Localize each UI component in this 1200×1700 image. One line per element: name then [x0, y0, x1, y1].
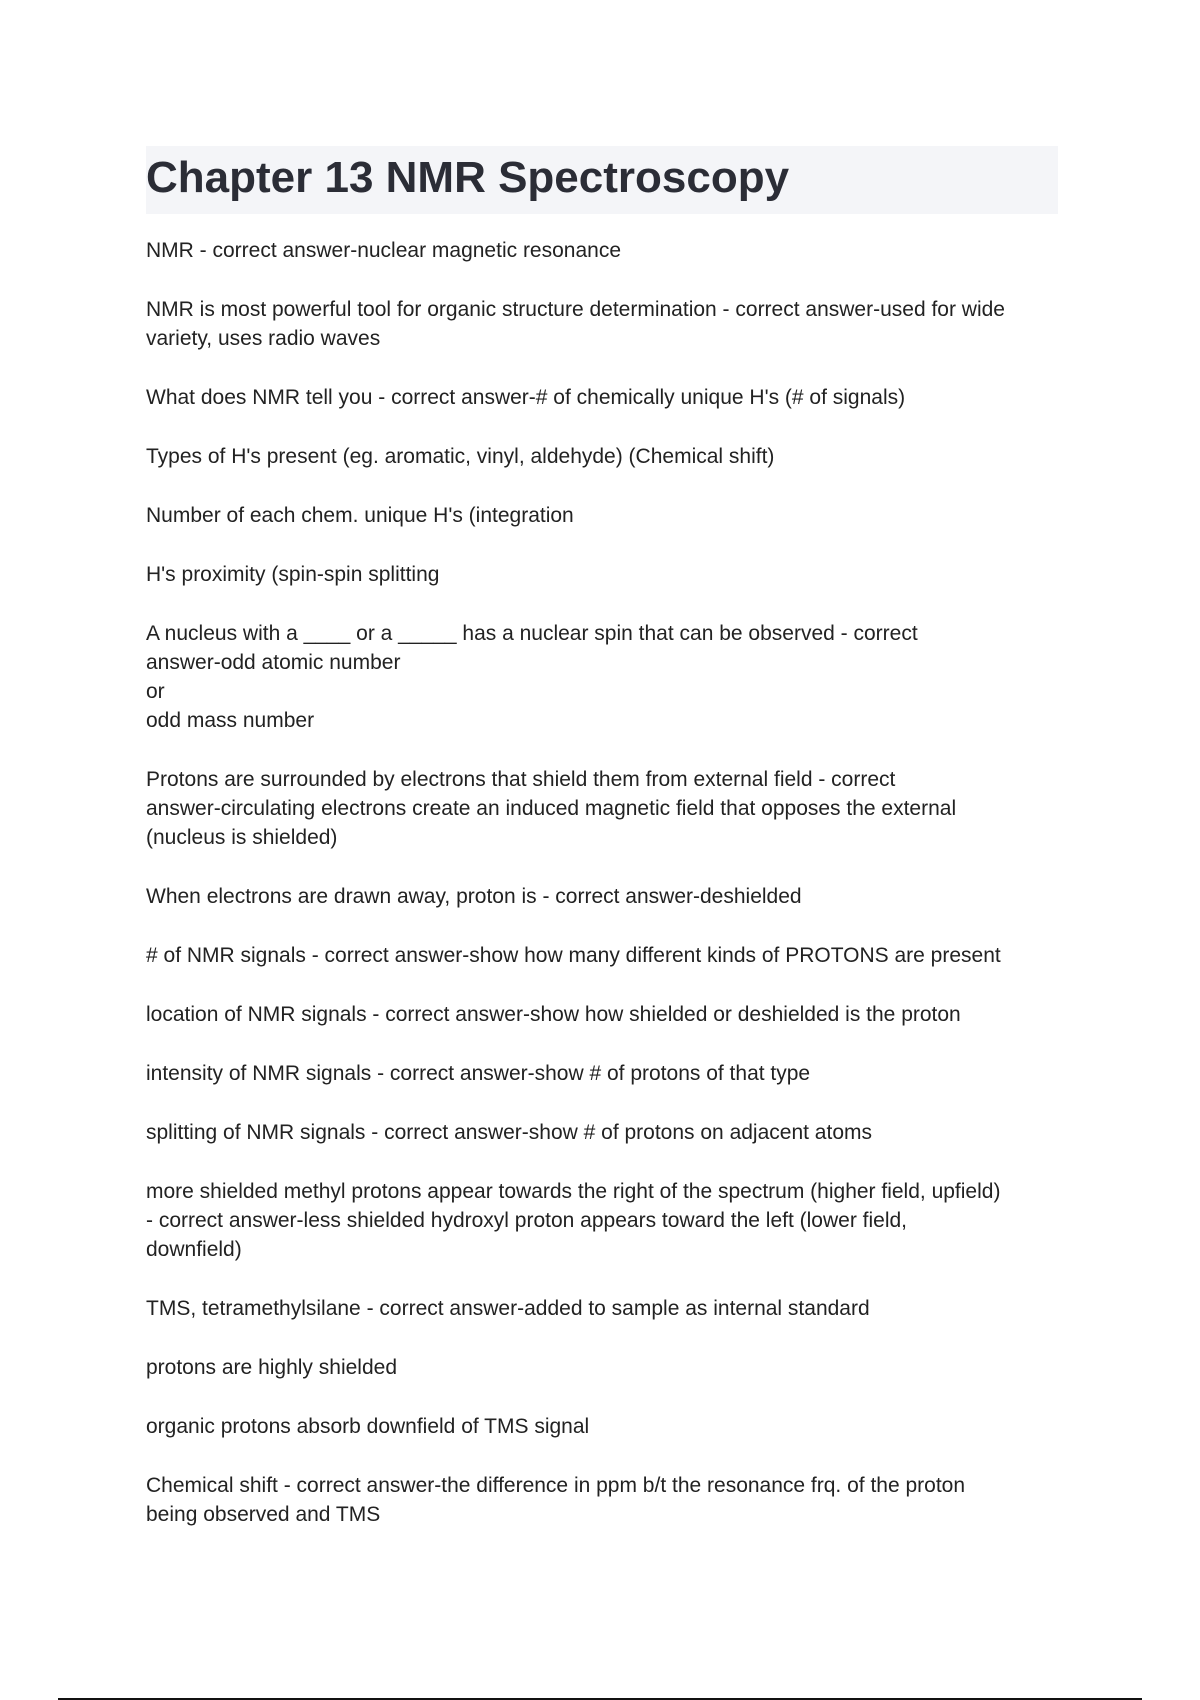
flashcard-entry: Chemical shift - correct answer-the difference in ppm b/t the resonance frq. of the proton being observed and TMS — [146, 1474, 966, 1526]
flashcard-entry: location of NMR signals - correct answer-show how shielded or deshielded is the proton — [146, 1003, 961, 1026]
flashcard-entry: organic protons absorb downfield of TMS signal — [146, 1415, 590, 1438]
flashcard-entry: more shielded methyl protons appear towards the right of the spectrum (higher field, upfield) - correct answer-less shielded hydroxyl proton appears toward the left (lower field, downfield) — [146, 1180, 1001, 1261]
page-title: Chapter 13 NMR Spectroscopy — [146, 153, 790, 202]
flashcard-list — [146, 236, 1066, 1559]
flashcard-entry: protons are highly shielded — [146, 1356, 397, 1379]
flashcard-entry: When electrons are drawn away, proton is - correct answer-deshielded — [146, 885, 802, 908]
flashcard-entry: Number of each chem. unique H's (integration — [146, 504, 574, 527]
flashcard-entry: splitting of NMR signals - correct answer-show # of protons on adjacent atoms — [146, 1121, 872, 1144]
flashcard-entry: TMS, tetramethylsilane - correct answer-added to sample as internal standard — [146, 1297, 870, 1320]
flashcard-entry: A nucleus with a ____ or a _____ has a nuclear spin that can be observed - correct answer-odd atomic number or odd mass number — [146, 622, 918, 732]
flashcard-entry: intensity of NMR signals - correct answer-show # of protons of that type — [146, 1062, 811, 1085]
flashcard-entry: NMR is most powerful tool for organic structure determination - correct answer-used for wide variety, uses radio waves — [146, 298, 1005, 350]
flashcard-entry: # of NMR signals - correct answer-show how many different kinds of PROTONS are present — [146, 944, 1001, 967]
flashcard-entry: NMR - correct answer-nuclear magnetic resonance — [146, 239, 622, 262]
flashcard-entry: What does NMR tell you - correct answer-# of chemically unique H's (# of signals) — [146, 386, 906, 409]
flashcard-entry: Protons are surrounded by electrons that shield them from external field - correct answer-circulating electrons create an induced magnetic field that opposes the external (nucleus is shielded) — [146, 768, 957, 849]
flashcard-entry: H's proximity (spin-spin splitting — [146, 563, 440, 586]
title-banner — [146, 146, 1058, 214]
flashcard-entry: Types of H's present (eg. aromatic, vinyl, aldehyde) (Chemical shift) — [146, 445, 775, 468]
